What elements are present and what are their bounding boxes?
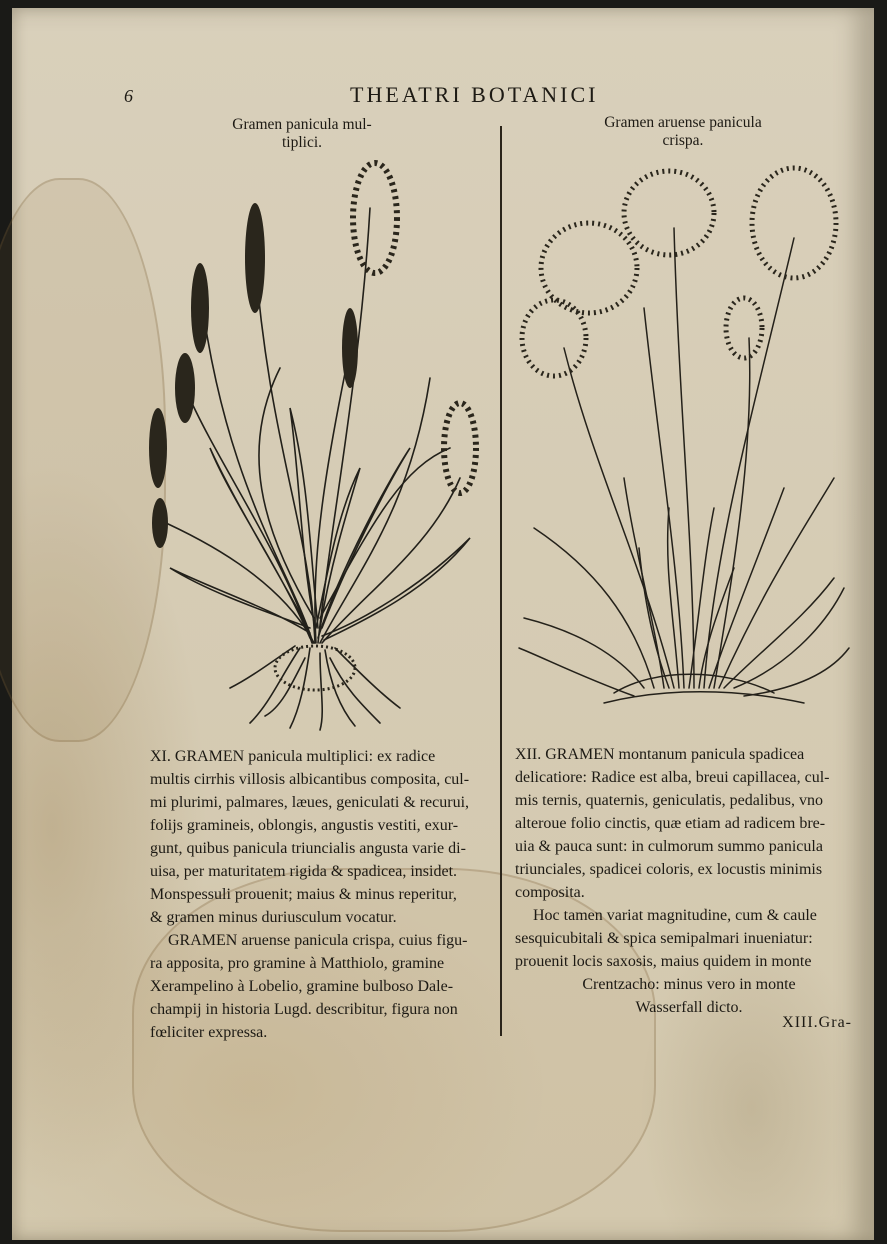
text-line: Wasserfall dicto. [635, 999, 743, 1016]
left-figure-caption [212, 116, 392, 152]
text-line: uia & pauca sunt: in culmorum summo panicula [515, 838, 823, 855]
text-line: alteroue folio cinctis, quæ etiam ad radicem bre- [515, 815, 826, 832]
grass-woodcut-right [504, 148, 854, 723]
text-line: prouenit locis saxosis, maius quidem in monte [515, 953, 812, 970]
page-number: 6 [124, 86, 133, 106]
text-line: Crentzacho: minus vero in monte [582, 976, 796, 993]
paragraph-xi [150, 745, 496, 929]
book-page [12, 8, 874, 1240]
text-line: Monspessuli prouenit; maius & minus reperitur, [150, 886, 457, 903]
right-text-column [515, 743, 863, 1019]
caption-line: crispa. [662, 132, 704, 149]
text-line: XI. GRAMEN panicula multiplici: ex radice [150, 748, 436, 765]
text-line: Xerampelino à Lobelio, gramine bulboso Dale- [150, 978, 454, 995]
text-line: XII. GRAMEN montanum panicula spadicea [515, 746, 805, 763]
catchword: XIII.Gra- [782, 1014, 852, 1031]
text-line: Hoc tamen variat magnitudine, cum & caule [533, 907, 817, 924]
text-line: folijs gramineis, oblongis, angustis vestiti, exur- [150, 817, 459, 834]
right-figure-caption [578, 114, 788, 150]
text-line: champij in historia Lugd. describitur, figura non [150, 1001, 458, 1018]
paragraph-gramen-aruense [150, 929, 496, 1044]
text-line: gunt, quibus panicula triuncialis angusta varie di- [150, 840, 466, 857]
text-line: triunciales, spadicei coloris, ex locustis minimis [515, 861, 823, 878]
text-line: delicatiore: Radice est alba, breui capillacea, cul- [515, 769, 830, 786]
text-line: uisa, per maturitatem rigida & spadicea, insidet. [150, 863, 458, 880]
paragraph-xii [515, 743, 863, 904]
text-line: mi plurimi, palmares, læues, geniculati & recurui, [150, 794, 470, 811]
text-line: sesquicubitali & spica semipalmari inueniatur: [515, 930, 813, 947]
running-head: THEATRI BOTANICI [350, 82, 599, 107]
caption-line: Gramen aruense panicula [604, 114, 762, 131]
text-line: fœliciter expressa. [150, 1024, 268, 1041]
caption-line: Gramen panicula mul- [232, 116, 372, 133]
text-line: & gramen minus duriusculum vocatur. [150, 909, 397, 926]
grass-woodcut-left [130, 148, 490, 733]
left-text-column [150, 745, 496, 1044]
caption-line: tiplici. [281, 134, 323, 151]
text-line: multis cirrhis villosis albicantibus composita, cul- [150, 771, 470, 788]
paragraph-hoc-tamen [515, 904, 863, 1019]
text-line: ra apposita, pro gramine à Matthiolo, gramine [150, 955, 445, 972]
column-divider [500, 126, 502, 1036]
text-line: mis ternis, quaternis, geniculatis, pedalibus, vno [515, 792, 823, 809]
text-line: composita. [515, 884, 585, 901]
text-line: GRAMEN aruense panicula crispa, cuius figu- [168, 932, 468, 949]
